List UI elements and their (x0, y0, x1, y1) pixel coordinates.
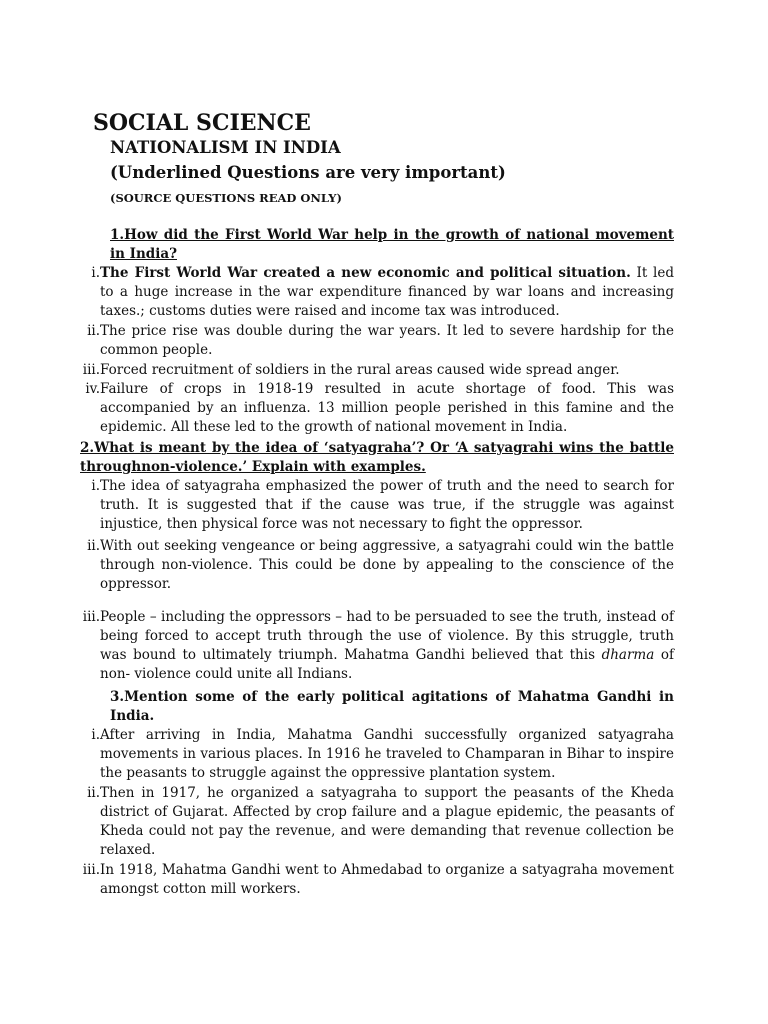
q3-item-3 (76, 861, 674, 899)
item-text: The price rise was double during the war years. It led to severe hardship for the common people. (100, 323, 674, 358)
question-1: 1.How did the First World War help in the growth of national movement in India? (110, 227, 674, 262)
source-note: (SOURCE QUESTIONS READ ONLY) (110, 191, 342, 205)
item-text-after: of non- violence could unite all Indians. (100, 647, 675, 682)
item-number: iii. (82, 609, 100, 625)
q2-item-3 (76, 608, 674, 684)
item-number: ii. (87, 785, 100, 801)
item-number: i. (91, 265, 100, 281)
item-text: Then in 1917, he organized a satyagraha to support the peasants of the Kheda district of Gujarat. Affected by crop failure and a plague epidemic, the peasants of Kheda could not pay the revenue, and were demanding that revenue collection be relaxed. (100, 785, 674, 858)
q1-item-2 (76, 322, 674, 360)
chapter-title: NATIONALISM IN INDIA (110, 138, 341, 157)
item-text: After arriving in India, Mahatma Gandhi successfully organized satyagraha movements in various places. In 1916 he traveled to Champaran in Bihar to inspire the peasants to struggle against the oppressive plantation system. (100, 727, 674, 781)
q2-item-1 (76, 477, 674, 534)
q1-item-3 (76, 361, 674, 380)
question-3: 3.Mention some of the early political agitations of Mahatma Gandhi in India. (110, 689, 674, 724)
item-italic-text: dharma (601, 647, 655, 663)
q2-item-2 (76, 537, 674, 594)
q3-item-1 (76, 726, 674, 783)
item-text: Failure of crops in 1918-19 resulted in acute shortage of food. This was accompanied by an influenza. 13 million people perished in this famine and the epidemic. All these led to the growth of national movement in India. (100, 381, 674, 435)
item-number: iii. (82, 362, 100, 378)
question-2: 2.What is meant by the idea of ‘satyagraha’? Or ‘A satyagrahi wins the battle throughnon-violence.’ Explain with examples. (80, 440, 674, 475)
item-text: In 1918, Mahatma Gandhi went to Ahmedabad to organize a satyagraha movement amongst cotton mill workers. (100, 862, 674, 897)
item-text-before: People – including the oppressors – had to be persuaded to see the truth, instead of being forced to accept truth through the use of violence. By this struggle, truth was bound to ultimately triumph. Mahatma Gandhi believed that this (100, 609, 674, 663)
q1-item-4 (76, 380, 674, 437)
item-text: The idea of satyagraha emphasized the power of truth and the need to search for truth. It is suggested that if the cause was true, if the struggle was against injustice, then physical force was not necessary to fight the oppressor. (100, 478, 674, 532)
q3-item-2 (76, 784, 674, 860)
item-rest-text: It led to a huge increase in the war expenditure financed by war loans and increasing taxes.; customs duties were raised and income tax was introduced. (100, 265, 674, 319)
q1-item-1 (76, 264, 674, 321)
item-number: i. (91, 478, 100, 494)
item-number: i. (91, 727, 100, 743)
item-number: iv. (85, 381, 100, 397)
item-number: iii. (82, 862, 100, 878)
item-text: Forced recruitment of soldiers in the rural areas caused wide spread anger. (100, 362, 620, 378)
item-text (100, 264, 674, 321)
item-text: With out seeking vengeance or being aggressive, a satyagrahi could win the battle through non-violence. This could be done by appealing to the conscience of the oppressor. (100, 538, 674, 592)
item-bold-text: The First World War created a new economic and political situation. (100, 265, 631, 281)
item-text (100, 608, 674, 684)
item-number: ii. (87, 323, 100, 339)
subject-title: SOCIAL SCIENCE (93, 110, 311, 136)
important-note: (Underlined Questions are very important) (110, 163, 506, 182)
item-number: ii. (87, 538, 100, 554)
